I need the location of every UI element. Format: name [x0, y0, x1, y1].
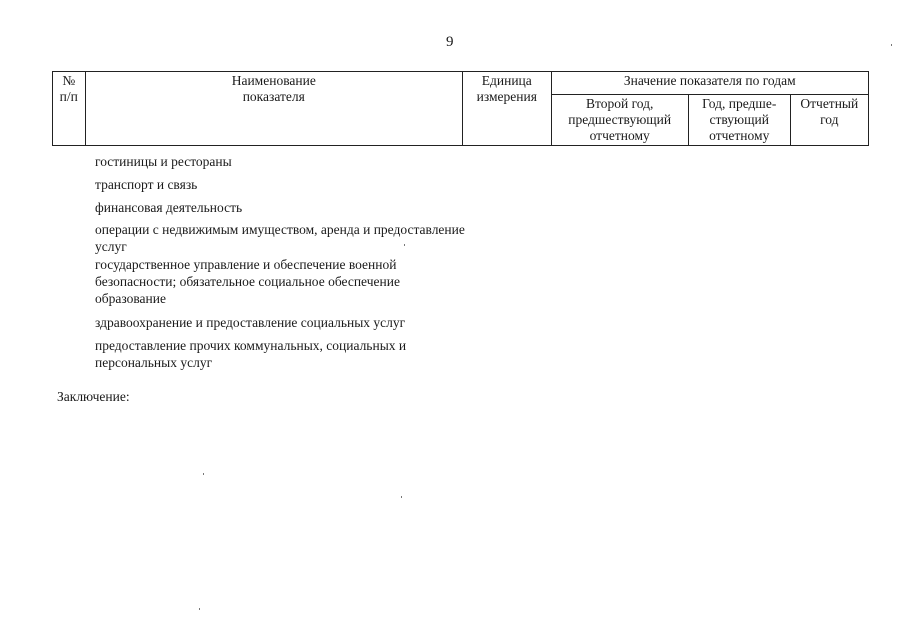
- conclusion-label: Заключение:: [57, 389, 130, 404]
- header-second-prior-year: Второй год, предшествующий отчетному: [551, 95, 688, 146]
- scan-speck: [199, 608, 200, 610]
- list-item: образование: [95, 291, 166, 306]
- header-values-by-year: Значение показателя по годам: [551, 72, 868, 95]
- header-indicator-name: Наименование показателя: [85, 72, 462, 146]
- list-item: операции с недвижимым имуществом, аренда и предоставление услуг: [95, 222, 465, 254]
- scan-speck: [401, 496, 402, 498]
- list-item: гостиницы и рестораны: [95, 154, 232, 169]
- list-item: транспорт и связь: [95, 177, 198, 192]
- page-number: 9: [446, 34, 454, 50]
- indicator-table-header: [52, 71, 869, 146]
- list-item: финансовая деятельность: [95, 200, 243, 215]
- header-number: № п/п: [53, 72, 86, 146]
- list-item: предоставление прочих коммунальных, социальных и персональных услуг: [95, 338, 407, 370]
- scan-speck: [203, 473, 204, 475]
- scan-speck: [891, 44, 892, 46]
- header-reporting-year: Отчетный год: [790, 95, 868, 146]
- header-prior-year: Год, предше- ствующий отчетному: [688, 95, 790, 146]
- list-item: государственное управление и обеспечение военной безопасности; обязательное социальное обеспечение: [95, 257, 400, 289]
- scan-speck: [404, 244, 405, 246]
- list-item: здравоохранение и предоставление социальных услуг: [95, 315, 406, 330]
- header-unit: Единица измерения: [463, 72, 552, 146]
